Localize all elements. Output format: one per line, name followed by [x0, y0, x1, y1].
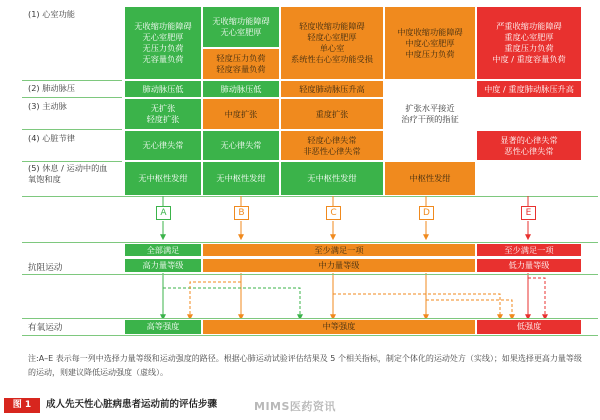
watermark-text: MIMS医药资讯 [254, 400, 336, 413]
resistance-level-moderate: 中力量等级 [202, 258, 476, 273]
cell-r2-a: 肺动脉压低 [124, 80, 202, 98]
aerobic-bottom-line [22, 335, 598, 336]
resistance-level-high: 高力量等级 [124, 258, 202, 273]
row-label-aorta: (3) 主动脉 [28, 101, 67, 111]
figure-note: 注:A–E 表示每一列中选择力量等级和运动强度的路径。根据心肺运动试验评估结果及 5 个相关指标，制定个体化的运动处方（实线）；如果选择更高力量等级的运动，则建议降低运动强度（虚线）。 [28, 354, 582, 377]
cell-r3-c: 重度扩张 [280, 98, 384, 130]
cell-r2-c: 轻度肺动脉压升高 [280, 80, 384, 98]
path-label-d: D [419, 206, 434, 220]
figure-caption: 成人先天性心脏病患者运动前的评估步骤 [46, 399, 218, 410]
row-label-ventricular-function: (1) 心室功能 [28, 9, 75, 19]
cell-r1-a: 无收缩功能障碍 无心室肥厚 无压力负荷 无容量负荷 [124, 6, 202, 80]
dashed-path-a-to-moderate [163, 278, 300, 319]
aerobic-intensity-high: 高等强度 [124, 319, 202, 335]
cell-r1-b2: 轻度压力负荷 轻度容量负荷 [202, 48, 280, 80]
row-label-pulmonary-pressure: (2) 肺动脉压 [28, 83, 75, 93]
resistance-level-low: 低力量等级 [476, 258, 582, 273]
path-label-a: A [156, 206, 171, 220]
resistance-criteria-one-red: 至少满足一项 [476, 243, 582, 257]
aerobic-intensity-low: 低强度 [476, 319, 582, 335]
resistance-bottom-line [22, 274, 598, 275]
cell-r3-a: 无扩张 轻度扩张 [124, 98, 202, 130]
cell-r1-b: 无收缩功能障碍 无心室肥厚 [202, 6, 280, 48]
aerobic-title: 有氧运动 [28, 323, 63, 333]
path-label-e: E [521, 206, 536, 220]
resistance-criteria-all: 全部满足 [124, 243, 202, 257]
cell-r2-b: 肺动脉压低 [202, 80, 280, 98]
aerobic-intensity-moderate: 中等强度 [202, 319, 476, 335]
cell-r2-e: 中度 / 重度肺动脉压升高 [476, 80, 582, 98]
cell-r1-d: 中度收缩功能障碍 中度心室肥厚 中度压力负荷 [384, 6, 476, 80]
cell-r4-b: 无心律失常 [202, 130, 280, 161]
dashed-path-c-to-low [333, 294, 500, 319]
cell-r5-b: 无中枢性发绀 [202, 161, 280, 196]
cell-r5-d: 中枢性发绀 [384, 161, 476, 196]
cell-r1-e: 严重收缩功能障碍 重度心室肥厚 重度压力负荷 中度 / 重度容量负荷 [476, 6, 582, 80]
row-label-oxygen-saturation: (5) 休息 / 运动中的血 氧饱和度 [28, 163, 108, 184]
cell-r5-a: 无中枢性发绀 [124, 161, 202, 196]
cell-r3-b: 中度扩张 [202, 98, 280, 130]
resistance-criteria-one: 至少满足一项 [202, 243, 476, 257]
row-label-heart-rhythm: (4) 心脏节律 [28, 133, 75, 143]
dashed-path-d-to-low [426, 300, 512, 319]
figure-tag: 图 1 [4, 398, 40, 413]
cell-r4-a: 无心律失常 [124, 130, 202, 161]
path-label-c: C [326, 206, 341, 220]
cell-r4-e: 显著的心律失常 恶性心律失常 [476, 130, 582, 161]
cell-r5-c: 无中枢性发绀 [280, 161, 384, 196]
cell-r4-c: 轻度心律失常 非恶性心律失常 [280, 130, 384, 161]
cell-r3-d: 扩张水平接近 治疗干预的指征 [384, 98, 476, 130]
dashed-path-e [528, 278, 545, 319]
resistance-title: 抗阻运动 [28, 263, 63, 273]
path-label-b: B [234, 206, 249, 220]
cell-r1-c: 轻度收缩功能障碍 轻度心室肥厚 单心室 系统性右心室功能受损 [280, 6, 384, 80]
